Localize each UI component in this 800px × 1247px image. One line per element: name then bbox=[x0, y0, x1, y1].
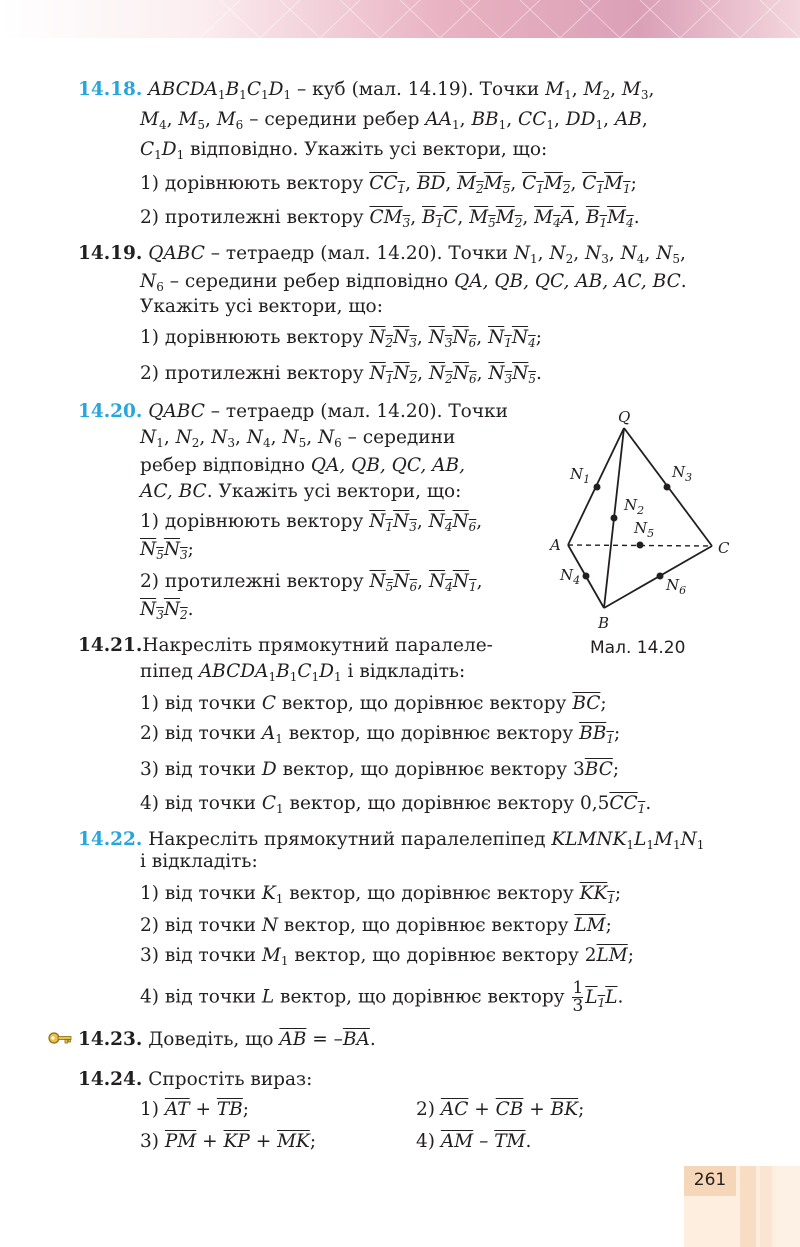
point-label-n3: $N_3$ bbox=[672, 463, 693, 484]
problem-14-18-item-2: 2) протилежні вектору $CM_3$, $B_1C$, $M_5M_2$, $M_4A$, $B_1M_4$. bbox=[140, 207, 640, 230]
problem-14-21-line-1: 14.21.Накресліть прямокутний паралеле- bbox=[78, 635, 493, 656]
problem-number: 14.21. bbox=[78, 635, 143, 656]
problem-number: 14.19. bbox=[78, 243, 143, 264]
problem-14-19-line-2: $N_6$ – середини ребер відповідно QA, QB, QC, AB, AC, BC. bbox=[140, 271, 687, 294]
problem-14-21-item-1: 1) від точки C вектор, що дорівнює вектору $\overline{BC}$; bbox=[140, 693, 607, 714]
problem-14-24-expr-3: 3) $\overline{PM} + \overline{KP} + \overline{MK}$; bbox=[140, 1131, 317, 1152]
point-label-n1: $N_1$ bbox=[570, 465, 591, 486]
problem-14-19-item-1: 1) дорівнюють вектору $N_2N_3$, $N_3N_6$, $N_1N_4$; bbox=[140, 327, 542, 350]
problem-14-22-item-1: 1) від точки $K_1$ вектор, що дорівнює вектору $KK_1$; bbox=[140, 883, 622, 906]
problem-14-22-item-3: 3) від точки $M_1$ вектор, що дорівнює вектору $2\overline{LM}$; bbox=[140, 945, 634, 968]
key-icon bbox=[48, 1028, 72, 1048]
vertex-label-q: Q bbox=[618, 408, 631, 426]
problem-14-20-item-1-cont: $N_5N_3$; bbox=[140, 539, 194, 562]
problem-14-21-item-2: 2) від точки $A_1$ вектор, що дорівнює вектору $BB_1$; bbox=[140, 723, 621, 746]
point-label-n5: $N_5$ bbox=[634, 519, 655, 540]
point-label-n2: $N_2$ bbox=[624, 496, 645, 517]
problem-14-20-item-2-cont: $N_3N_2$. bbox=[140, 599, 194, 622]
problem-14-22-line-2: і відкладіть: bbox=[140, 851, 258, 872]
problem-14-21-line-2: піпед $ABCDA_1B_1C_1D_1$ і відкладіть: bbox=[140, 661, 466, 684]
problem-14-19-item-2: 2) протилежні вектору $N_1N_2$, $N_2N_6$, $N_3N_5$. bbox=[140, 363, 542, 386]
problem-14-21-item-3: 3) від точки D вектор, що дорівнює вектору $3\overline{BC}$; bbox=[140, 759, 620, 780]
problem-14-18-line-1: 14.18. $ABCDA_1B_1C_1D_1$ – куб (мал. 14.19). Точки $M_1$, $M_2$, $M_3$, bbox=[78, 79, 655, 102]
point-label-n6: $N_6$ bbox=[666, 576, 687, 597]
problem-number: 14.23. bbox=[78, 1029, 143, 1050]
problem-14-22-line-1: 14.22. Накресліть прямокутний паралелепіпед $KLMNK_1L_1M_1N_1$ bbox=[78, 829, 705, 852]
problem-14-18-item-1: 1) дорівнюють вектору $CC_1$, $\overline{BD}$, $M_2M_5$, $C_1M_2$, $C_1M_1$; bbox=[140, 173, 637, 196]
problem-number: 14.24. bbox=[78, 1069, 143, 1090]
page-number: 261 bbox=[693, 1170, 727, 1190]
problem-number: 14.20. bbox=[78, 401, 143, 422]
tetrahedron-figure bbox=[540, 400, 760, 640]
vertex-label-b: B bbox=[598, 614, 610, 632]
point-label-n4: $N_4$ bbox=[560, 566, 581, 587]
problem-14-19-line-1: 14.19. QABC – тетраедр (мал. 14.20). Точки $N_1$, $N_2$, $N_3$, $N_4$, $N_5$, bbox=[78, 243, 686, 266]
problem-14-21-item-4: 4) від точки $C_1$ вектор, що дорівнює вектору $0,5CC_1$. bbox=[140, 793, 652, 816]
problem-14-22-item-2: 2) від точки N вектор, що дорівнює вектору $\overline{LM}$; bbox=[140, 915, 612, 936]
problem-14-19-line-3: Укажіть усі вектори, що: bbox=[140, 296, 383, 317]
figure-caption: Мал. 14.20 bbox=[590, 638, 686, 658]
problem-14-20-line-2: $N_1$, $N_2$, $N_3$, $N_4$, $N_5$, $N_6$ – середини bbox=[140, 427, 456, 450]
vertex-label-a: A bbox=[550, 536, 561, 554]
problem-14-20-line-1: 14.20. QABC – тетраедр (мал. 14.20). Точки bbox=[78, 401, 508, 422]
problem-14-20-line-3: ребер відповідно QA, QB, QC, AB, bbox=[140, 455, 465, 476]
problem-number: 14.22. bbox=[78, 829, 143, 850]
problem-14-23: 14.23. Доведіть, що $\overline{AB} = -\overline{BA}$. bbox=[78, 1029, 376, 1050]
vertex-label-c: C bbox=[718, 539, 730, 557]
problem-14-24-expr-4: 4) $\overline{AM} - \overline{TM}$. bbox=[416, 1131, 532, 1152]
problem-14-20-item-2: 2) протилежні вектору $N_5N_6$, $N_4N_1$, bbox=[140, 571, 483, 594]
problem-14-18-line-2: $M_4$, $M_5$, $M_6$ – середини ребер $AA_1$, $BB_1$, $CC_1$, $DD_1$, AB, bbox=[140, 109, 648, 132]
problem-14-20-line-4: AC, BC. Укажіть усі вектори, що: bbox=[140, 481, 462, 502]
problem-14-24-line-1: 14.24. Спростіть вираз: bbox=[78, 1069, 313, 1090]
problem-14-18-line-3: $C_1D_1$ відповідно. Укажіть усі вектори, що: bbox=[140, 139, 548, 162]
problem-14-24-expr-1: 1) $\overline{AT} + \overline{TB}$; bbox=[140, 1099, 250, 1120]
page-number-block bbox=[684, 1166, 800, 1247]
fraction-one-third: $\frac{1}{3}$ bbox=[572, 978, 584, 1016]
problem-14-24-expr-2: 2) $\overline{AC} + \overline{CB} + \overline{BK}$; bbox=[416, 1099, 585, 1120]
problem-14-22-item-4: 4) від точки L вектор, що дорівнює вектору $\frac{1}{3}$ $L_1L$. bbox=[140, 978, 624, 1016]
problem-number: 14.18. bbox=[78, 79, 143, 100]
problem-14-20-item-1: 1) дорівнюють вектору $N_1N_3$, $N_4N_6$, bbox=[140, 511, 483, 534]
